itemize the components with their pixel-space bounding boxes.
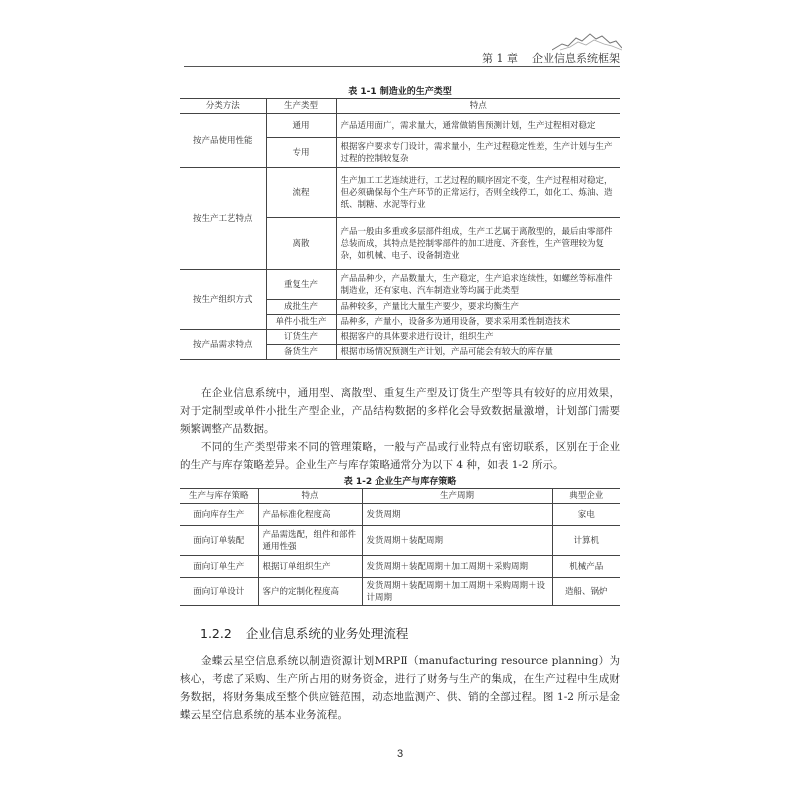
page-number: 3 bbox=[396, 748, 404, 760]
table-row bbox=[180, 270, 620, 300]
strategy-cell: 面向订单生产 bbox=[180, 556, 258, 578]
strategy-cell: 面向库存生产 bbox=[180, 504, 258, 526]
production-type: 重复生产 bbox=[266, 270, 336, 300]
column-header: 生产与库存策略 bbox=[180, 489, 258, 504]
table-row bbox=[180, 168, 620, 218]
table-row bbox=[180, 578, 620, 606]
column-header: 生产周期 bbox=[362, 489, 552, 504]
cycle-cell: 发货周期 bbox=[362, 504, 552, 526]
enterprise-cell: 造船、锅炉 bbox=[552, 578, 620, 606]
strategy-cell: 面向订单设计 bbox=[180, 578, 258, 606]
feature-cell: 产品标准化程度高 bbox=[258, 504, 362, 526]
feature-cell: 产品需选配，组件和部件通用性强 bbox=[258, 526, 362, 556]
cycle-cell: 发货周期＋装配周期＋加工周期＋采购周期 bbox=[362, 556, 552, 578]
column-header: 典型企业 bbox=[552, 489, 620, 504]
chapter-title: 企业信息系统框架 bbox=[532, 52, 620, 65]
table-header-row bbox=[180, 489, 620, 504]
column-header: 特点 bbox=[258, 489, 362, 504]
table-row bbox=[180, 114, 620, 138]
production-type: 单件小批生产 bbox=[266, 315, 336, 330]
production-type: 备货生产 bbox=[266, 345, 336, 360]
classification-method: 按产品需求特点 bbox=[180, 330, 266, 360]
table-row bbox=[180, 556, 620, 578]
strategy-cell: 面向订单装配 bbox=[180, 526, 258, 556]
chapter-number: 第 1 章 bbox=[482, 52, 518, 65]
column-header: 分类方法 bbox=[180, 99, 266, 114]
production-type: 流程 bbox=[266, 168, 336, 218]
production-type: 专用 bbox=[266, 138, 336, 168]
body-paragraph: 金蝶云星空信息系统以制造资源计划MRPⅡ（manufacturing resource planning）为核心，考虑了采购、生产所占用的财务资金，进行了财务与生产的集成，在生产过程中生成财务数据，将财务集成至整个供应链范围，动态地监测产、供、销的全部过程。图 1-2 所示是金蝶云星空信息系统的基本业务流程。 bbox=[180, 655, 620, 721]
enterprise-cell: 家电 bbox=[552, 504, 620, 526]
feature-cell: 根据市场情况预测生产计划，产品可能会有较大的库存量 bbox=[336, 345, 620, 360]
feature-cell: 根据客户要求专门设计，需求量小，生产过程稳定性差，生产计划与生产过程的控制较复杂 bbox=[336, 138, 620, 168]
feature-cell: 产品品种少，产品数量大，生产稳定，生产追求连续性，如螺丝等标准件制造业，还有家电、汽车制造业等均属于此类型 bbox=[336, 270, 620, 300]
feature-cell: 产品一般由多重或多层部件组成，生产工艺属于离散型的，最后由零部件总装而成，其特点是控制零部件的加工进度、齐套性，生产管理较为复杂，如机械、电子、设备制造业 bbox=[336, 218, 620, 270]
feature-cell: 产品适用面广，需求量大，通常做销售预测计划，生产过程相对稳定 bbox=[336, 114, 620, 138]
table-row bbox=[180, 526, 620, 556]
cycle-cell: 发货周期＋装配周期 bbox=[362, 526, 552, 556]
production-type: 订货生产 bbox=[266, 330, 336, 345]
table-header-row bbox=[180, 99, 620, 114]
classification-method: 按生产工艺特点 bbox=[180, 168, 266, 270]
enterprise-cell: 计算机 bbox=[552, 526, 620, 556]
header-rule bbox=[184, 66, 620, 67]
column-header: 生产类型 bbox=[266, 99, 336, 114]
production-type: 成批生产 bbox=[266, 300, 336, 315]
feature-cell: 根据客户的具体要求进行设计，组织生产 bbox=[336, 330, 620, 345]
table-1-2 bbox=[180, 488, 620, 606]
feature-cell: 客户的定制化程度高 bbox=[258, 578, 362, 606]
column-header: 特点 bbox=[336, 99, 620, 114]
enterprise-cell: 机械产品 bbox=[552, 556, 620, 578]
feature-cell: 品种多，产量小，设备多为通用设备，要求采用柔性制造技术 bbox=[336, 315, 620, 330]
classification-method: 按产品使用性能 bbox=[180, 114, 266, 168]
production-type: 通用 bbox=[266, 114, 336, 138]
body-paragraph: 不同的生产类型带来不同的管理策略，一般与产品或行业特点有密切联系，区别在于企业的生产与库存策略差异。企业生产与库存策略通常分为以下 4 种，如表 1-2 所示。 bbox=[180, 441, 620, 471]
table-row bbox=[180, 504, 620, 526]
table-1-1 bbox=[180, 98, 620, 360]
classification-method: 按生产组织方式 bbox=[180, 270, 266, 330]
body-paragraph: 在企业信息系统中，通用型、离散型、重复生产型及订货生产型等具有较好的应用效果，对于定制型或单件小批生产型企业，产品结构数据的多样化会导致数据量激增，计划部门需要频繁调整产品数据。 bbox=[180, 387, 620, 435]
section-heading bbox=[200, 624, 408, 642]
running-header bbox=[482, 50, 620, 66]
production-type: 离散 bbox=[266, 218, 336, 270]
table2-caption: 表 1-2 企业生产与库存策略 bbox=[343, 477, 457, 487]
feature-cell: 生产加工工艺连续进行，工艺过程的顺序固定不变，生产过程相对稳定，但必须确保每个生产环节的正常运行，否则全线停工，如化工、炼油、造纸、制糖、水泥等行业 bbox=[336, 168, 620, 218]
table-row bbox=[180, 330, 620, 345]
feature-cell: 品种较多，产量比大量生产要少，要求均衡生产 bbox=[336, 300, 620, 315]
cycle-cell: 发货周期＋装配周期＋加工周期＋采购周期＋设计周期 bbox=[362, 578, 552, 606]
section-number: 1.2.2 bbox=[200, 626, 232, 641]
table1-caption: 表 1-1 制造业的生产类型 bbox=[348, 87, 452, 97]
section-title: 企业信息系统的业务处理流程 bbox=[245, 626, 409, 641]
feature-cell: 根据订单组织生产 bbox=[258, 556, 362, 578]
mountain-icon bbox=[552, 30, 622, 52]
